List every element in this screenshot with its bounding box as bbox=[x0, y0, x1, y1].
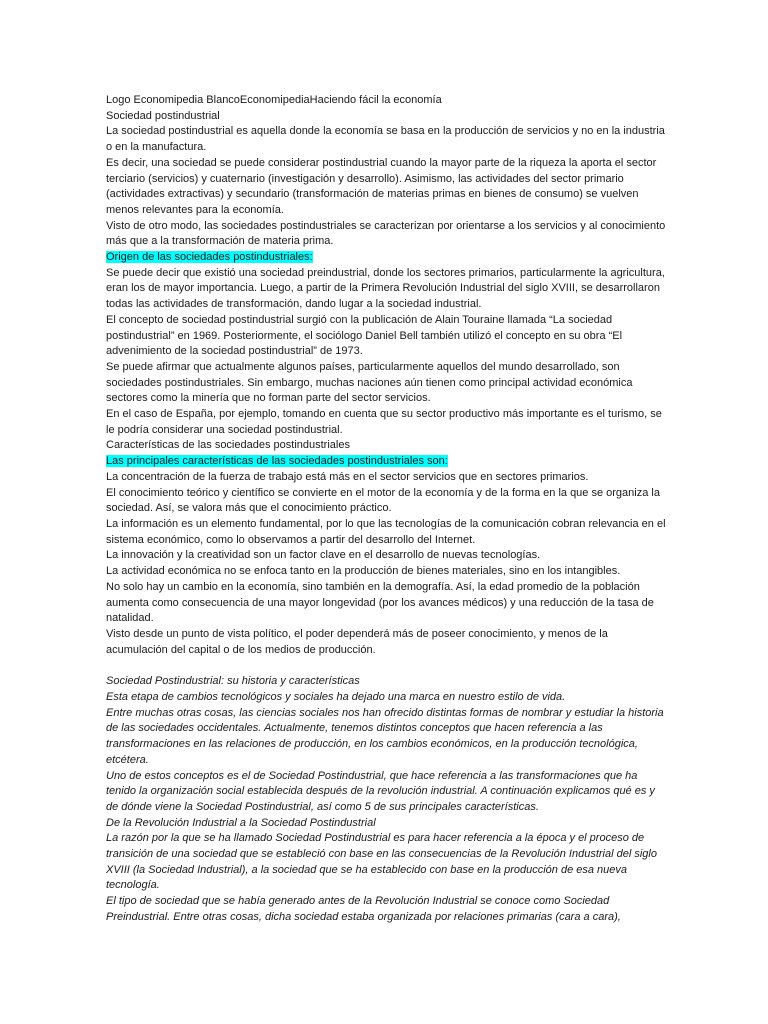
origin-heading bbox=[106, 250, 666, 266]
characteristics-heading bbox=[106, 454, 666, 470]
history-paragraph-2: Entre muchas otras cosas, las ciencias sociales nos han ofrecido distintas formas de nombrar y estudiar la historia de las sociedades occidentales. Actualmente, tenemos distintos conceptos que hacen referencia a las transformaciones en las relaciones de producción, en los cambios económicos, en la producción tecnológica, etcétera. bbox=[106, 706, 664, 766]
origin-paragraph-3: Se puede afirmar que actualmente algunos países, particularmente aquellos del mundo desarrollado, son sociedades postindustriales. Sin embargo, muchas naciones aún tienen como principal actividad económica sectores como la minería que no forman parte del sector servicios. bbox=[106, 360, 633, 405]
origin-paragraph-4: En el caso de España, por ejemplo, tomando en cuenta que su sector productivo más importante es el turismo, se le podría considerar una sociedad postindustrial. bbox=[106, 408, 662, 436]
origin-paragraph-2: El concepto de sociedad postindustrial surgió con la publicación de Alain Touraine llamada “La sociedad postindustrial” en 1969. Posteriormente, el sociólogo Daniel Bell también utilizó el concepto en su obra “El advenimiento de la sociedad postindustrial” de 1973. bbox=[106, 313, 623, 358]
document-title: Sociedad postindustrial bbox=[106, 109, 220, 122]
characteristic-item: Visto desde un punto de vista político, el poder dependerá más de poseer conocimiento, y menos de la acumulación del capital o de los medios de producción. bbox=[106, 627, 608, 656]
logo-line: Logo Economipedia BlancoEconomipediaHaciendo fácil la economía bbox=[106, 94, 442, 106]
history-paragraph-4: La razón por la que se ha llamado Sociedad Postindustrial es para hacer referencia a la época y el proceso de transición de una sociedad que se estableció con base en las consecuencias de la Revolución Industrial del siglo XVIII (la Sociedad Industrial), a la sociedad que se ha establecido con base en la producción de esa nueva tecnología. bbox=[106, 832, 657, 892]
intro-paragraph-1: La sociedad postindustrial es aquella donde la economía se basa en la producción de servicios y no en la industria o en la manufactura. bbox=[106, 125, 665, 154]
section-spacer bbox=[106, 658, 666, 674]
history-paragraph-1: Esta etapa de cambios tecnológicos y sociales ha dejado una marca en nuestro estilo de vida. bbox=[106, 691, 566, 704]
document-page bbox=[106, 93, 666, 926]
history-title: Sociedad Postindustrial: su historia y características bbox=[106, 675, 360, 688]
history-section bbox=[106, 674, 666, 925]
characteristic-item: La innovación y la creatividad son un factor clave en el desarrollo de nuevas tecnologías. bbox=[106, 549, 541, 562]
origin-paragraph-1: Se puede decir que existió una sociedad preindustrial, donde los sectores primarios, particularmente la agricultura, eran los de mayor importancia. Luego, a partir de la Primera Revolución Industrial del siglo XVIII, se desarrollaron todas las actividades de transformación, dando lugar a la sociedad industrial. bbox=[106, 266, 665, 311]
characteristic-item: La actividad económica no se enfoca tanto en la producción de bienes materiales, sino en los intangibles. bbox=[106, 565, 621, 578]
characteristic-item: La concentración de la fuerza de trabajo está más en el sector servicios que en sectores primarios. bbox=[106, 470, 589, 483]
history-paragraph-3: Uno de estos conceptos es el de Sociedad Postindustrial, que hace referencia a las transformaciones que ha tenido la organización social establecida después de la revolución industrial. A continuación explicamos qué es y de dónde viene la Sociedad Postindustrial, así como 5 de sus principales características. bbox=[106, 769, 655, 813]
characteristic-item: La información es un elemento fundamental, por lo que las tecnologías de la comunicación cobran relevancia en el sistema económico, como lo observamos a partir del desarrollo del Internet. bbox=[106, 517, 666, 546]
history-paragraph-5: El tipo de sociedad que se había generado antes de la Revolución Industrial se conoce como Sociedad Preindustrial. Entre otras cosas, dicha sociedad estaba organizada por relaciones primarias (cara a cara), bbox=[106, 895, 621, 923]
characteristics-title: Características de las sociedades postindustriales bbox=[106, 439, 350, 452]
characteristics-heading-highlight: Las principales características de las sociedades postindustriales son: bbox=[106, 455, 448, 468]
intro-paragraph-2: Es decir, una sociedad se puede considerar postindustrial cuando la mayor parte de la riqueza la aporta el sector terciario (servicios) y cuaternario (investigación y desarrollo). Asimismo, las actividades del sector primario (actividades extractivas) y secundario (transformación de materias primas en bienes de consumo) se vuelven menos relevantes para la economía. bbox=[106, 156, 657, 216]
origin-heading-highlight: Origen de las sociedades postindustriales: bbox=[106, 251, 313, 264]
characteristic-item: No solo hay un cambio en la economía, sino también en la demografía. Así, la edad promedio de la población aumenta como consecuencia de una mayor longevidad (por los avances médicos) y una reducción de la tasa de natalidad. bbox=[106, 580, 654, 625]
characteristic-item: El conocimiento teórico y científico se convierte en el motor de la economía y de la forma en la que se organiza la sociedad. Así, se valora más que el conocimiento práctico. bbox=[106, 486, 660, 515]
intro-paragraph-3: Visto de otro modo, las sociedades postindustriales se caracterizan por orientarse a los servicios y al conocimiento más que a la transformación de materia prima. bbox=[106, 219, 666, 248]
history-subtitle: De la Revolución Industrial a la Sociedad Postindustrial bbox=[106, 816, 376, 829]
